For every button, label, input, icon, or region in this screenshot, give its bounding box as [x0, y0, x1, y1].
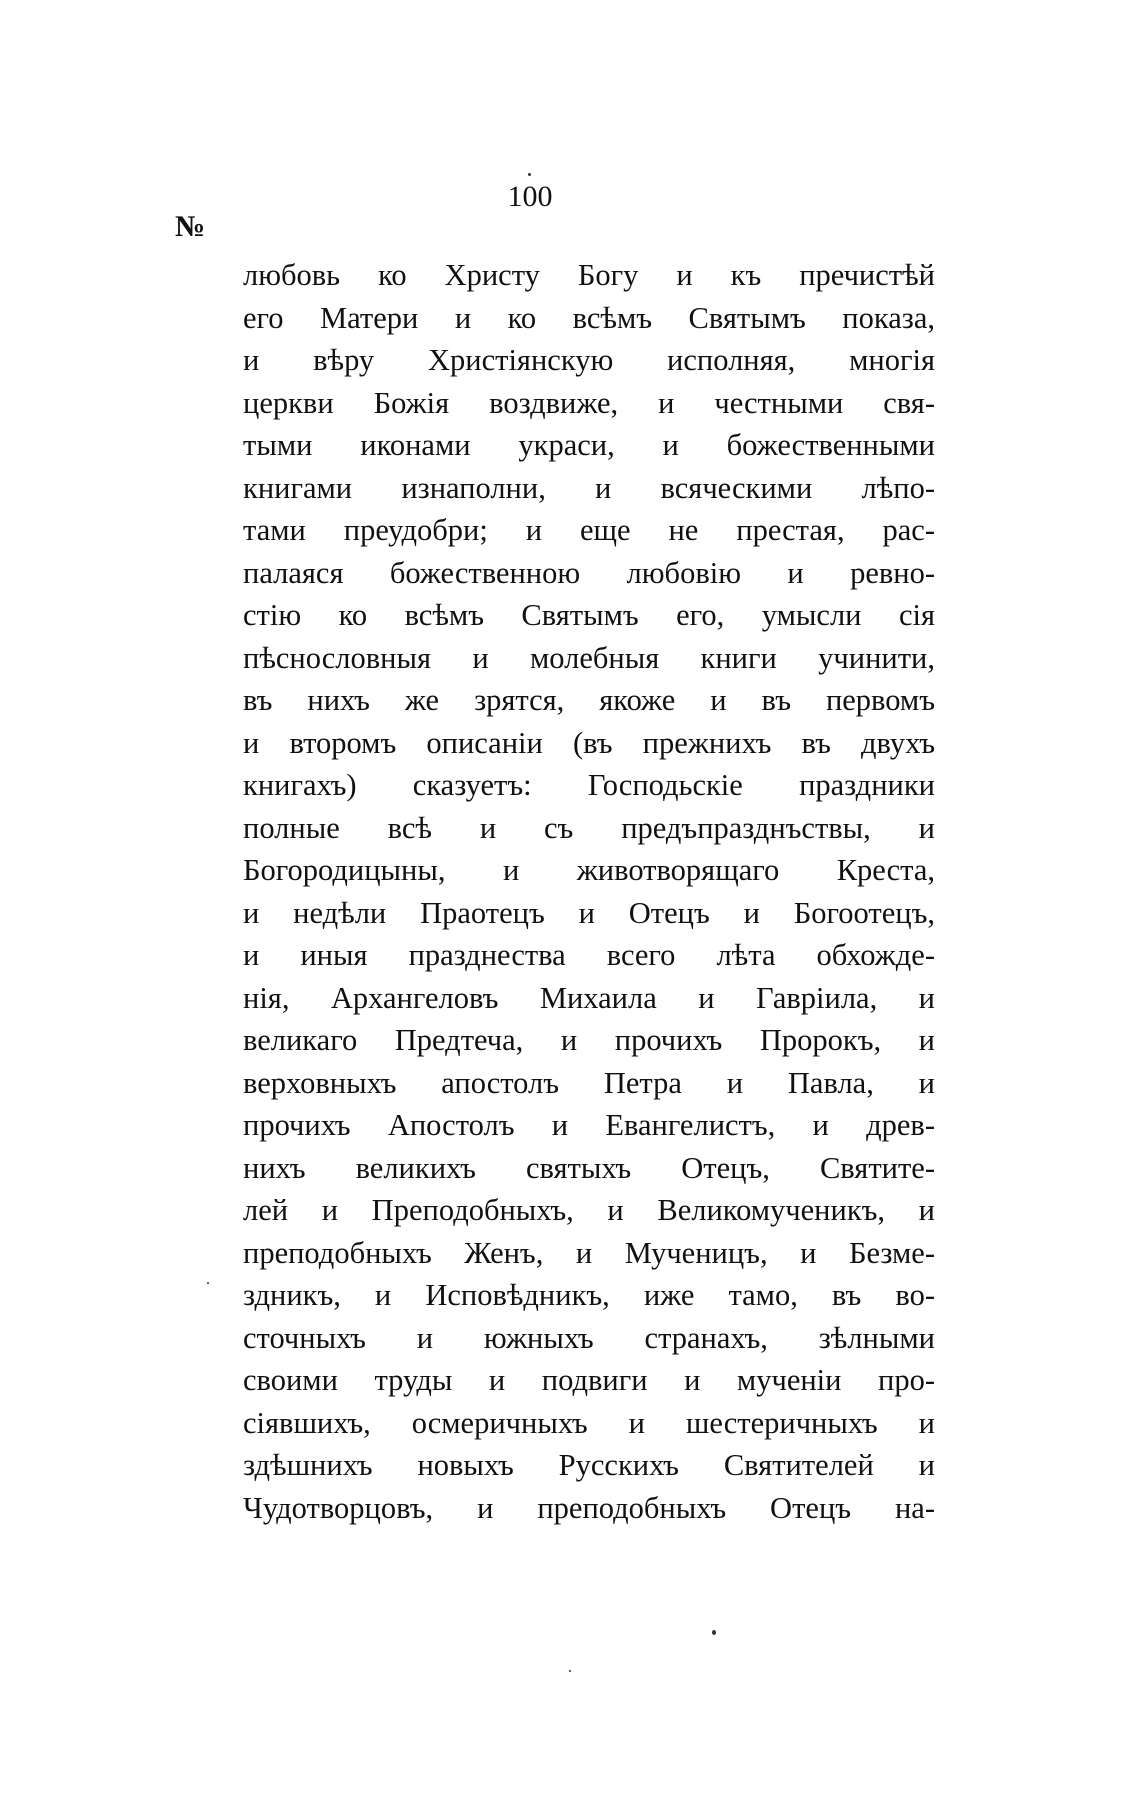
- margin-number-sign: №: [175, 210, 206, 243]
- text-line: преподобныхъ Женъ, и Мученицъ, и Безме-: [243, 1235, 935, 1270]
- text-line: церкви Божія воздвиже, и честными свя-: [243, 385, 935, 420]
- text-line: нія, Архангеловъ Михаила и Гавріила, и: [243, 980, 935, 1015]
- text-line: и второмъ описаніи (въ прежнихъ въ двухъ: [243, 725, 935, 760]
- text-line: его Матери и ко всѣмъ Святымъ показа,: [243, 300, 935, 335]
- text-line: нихъ великихъ святыхъ Отецъ, Святите-: [243, 1150, 935, 1185]
- text-line: сіявшихъ, осмеричныхъ и шестеричныхъ и: [243, 1405, 935, 1440]
- text-line: верховныхъ апостолъ Петра и Павла, и: [243, 1065, 935, 1100]
- text-line: палаяся божественною любовію и ревно-: [243, 555, 935, 590]
- text-line: прочихъ Апостолъ и Евангелистъ, и древ-: [243, 1108, 935, 1142]
- print-speck: [569, 1670, 571, 1672]
- text-line: своими труды и подвиги и мученіи про-: [243, 1363, 935, 1397]
- text-line: Чудотворцовъ, и преподобныхъ Отецъ на-: [243, 1490, 935, 1525]
- text-line: здникъ, и Исповѣдникъ, иже тамо, въ во-: [243, 1278, 935, 1312]
- print-speck: [712, 1630, 716, 1635]
- text-line: пѣснословныя и молебныя книги учинити,: [243, 640, 935, 675]
- text-line: тами преудобри; и еще не престая, рас-: [243, 513, 935, 547]
- text-line: полные всѣ и съ предъпразднъствы, и: [243, 810, 935, 845]
- text-line: любовь ко Христу Богу и къ пречистѣй: [243, 258, 935, 292]
- body-text: [243, 254, 935, 1529]
- text-line: книгахъ) сказуетъ: Господьскіе праздники: [243, 768, 935, 802]
- text-line: книгами изнаполни, и всяческими лѣпо-: [243, 470, 935, 505]
- text-line: и вѣру Христіянскую исполняя, многія: [243, 343, 935, 377]
- print-speck: [528, 173, 531, 176]
- text-line: Богородицыны, и животворящаго Креста,: [243, 853, 935, 887]
- print-speck: [207, 1282, 209, 1284]
- text-line: сточныхъ и южныхъ странахъ, зѣлными: [243, 1320, 935, 1355]
- text-line: и иныя празднества всего лѣта обхожде-: [243, 938, 935, 972]
- page-number: 100: [507, 180, 553, 213]
- text-line: въ нихъ же зрятся, якоже и въ первомъ: [243, 683, 935, 717]
- text-line: тыми иконами украси, и божественными: [243, 428, 935, 462]
- text-line: лей и Преподобныхъ, и Великомученикъ, и: [243, 1193, 935, 1227]
- text-line: великаго Предтеча, и прочихъ Пророкъ, и: [243, 1023, 935, 1057]
- text-line: стію ко всѣмъ Святымъ его, умысли сія: [243, 598, 935, 632]
- text-line: здѣшнихъ новыхъ Русскихъ Святителей и: [243, 1448, 935, 1482]
- text-line: и недѣли Праотецъ и Отецъ и Богоотецъ,: [243, 895, 935, 930]
